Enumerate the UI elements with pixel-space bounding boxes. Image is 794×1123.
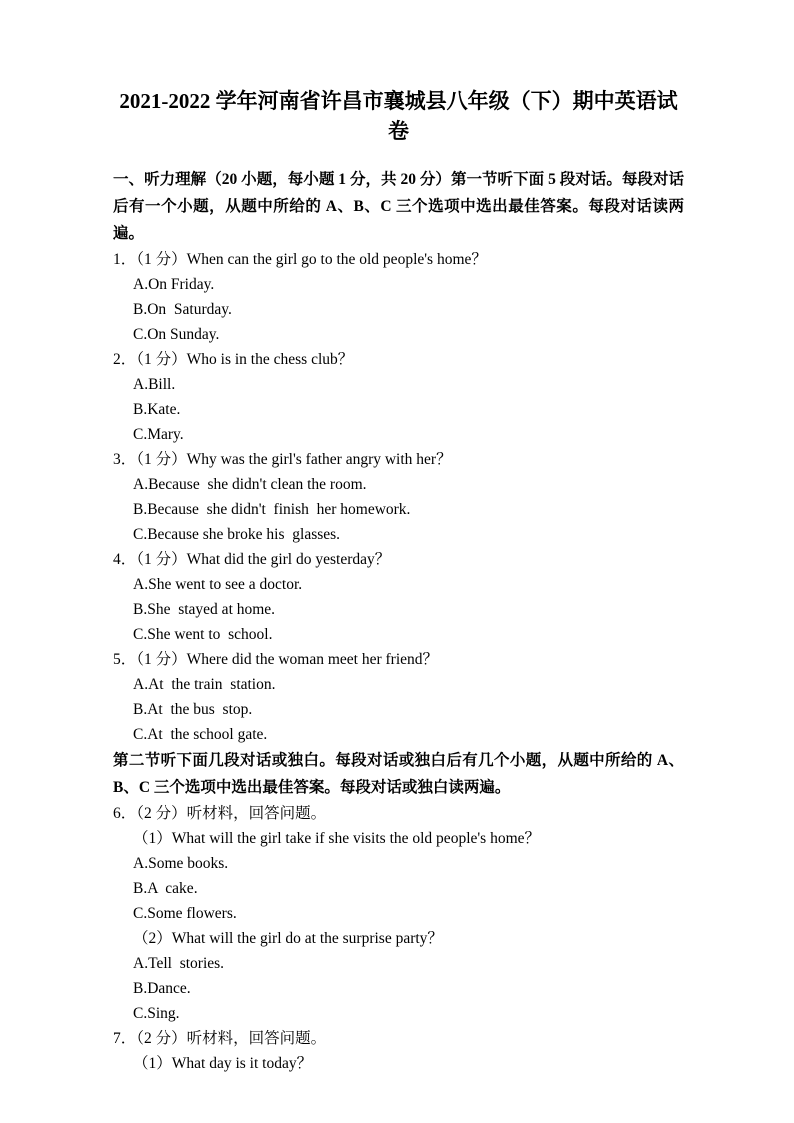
question-score: （1 分） xyxy=(136,651,187,668)
question-number: 4． xyxy=(113,551,137,568)
question-number: 5． xyxy=(113,651,137,668)
question-number: 3． xyxy=(113,451,137,468)
question-text: Who is in the chess club？ xyxy=(186,351,354,368)
question-2-option-c: C.Mary. xyxy=(133,426,184,443)
section1-instructions: 一、听力理解（20 小题，每小题 1 分，共 20 分）第一节听下面 5 段对话。每段对话后有一个小题，从题中所给的 A、B、C 三个选项中选出最佳答案。每段对话读两遍。 xyxy=(113,171,684,242)
question-2-option-b: B.Kate. xyxy=(133,401,181,418)
question-7 xyxy=(113,1026,684,1076)
question-5-option-c: C.At the school gate. xyxy=(133,726,268,743)
question-6-sub-2-stem: （2）What will the girl do at the surprise party？ xyxy=(133,930,443,947)
question-score: （2 分） xyxy=(136,805,187,822)
question-text: Where did the woman meet her friend？ xyxy=(186,651,439,668)
question-number: 6． xyxy=(113,805,137,822)
question-4-option-a: A.She went to see a doctor. xyxy=(133,576,303,593)
question-score: （2 分） xyxy=(136,1030,187,1047)
question-5-stem xyxy=(113,647,684,672)
question-4-option-c: C.She went to school. xyxy=(133,626,273,643)
question-6-sub-1-option-c: C.Some flowers. xyxy=(133,905,237,922)
question-text: Why was the girl's father angry with her？ xyxy=(186,451,452,468)
question-6-sub-1-option-b: B.A cake. xyxy=(133,880,198,897)
question-4 xyxy=(113,547,684,647)
section2-instructions: 第二节听下面几段对话或独白。每段对话或独白后有几个小题，从题中所给的 A、B、C 三个选项中选出最佳答案。每段对话或独白读两遍。 xyxy=(113,752,684,796)
question-score: （1 分） xyxy=(136,451,187,468)
question-1 xyxy=(113,247,684,347)
question-number: 7． xyxy=(113,1030,137,1047)
question-3-option-b: B.Because she didn't finish her homework. xyxy=(133,501,411,518)
question-score: （1 分） xyxy=(136,551,187,568)
question-3-option-c: C.Because she broke his glasses. xyxy=(133,526,341,543)
question-6-stem xyxy=(113,801,684,826)
question-2-stem xyxy=(113,347,684,372)
question-5-option-b: B.At the bus stop. xyxy=(133,701,253,718)
question-score: （1 分） xyxy=(136,351,187,368)
question-5 xyxy=(113,647,684,747)
question-6 xyxy=(113,801,684,1026)
question-1-stem xyxy=(113,247,684,272)
question-7-sub-1-stem: （1）What day is it today？ xyxy=(133,1055,313,1072)
document-title: 2021-2022 学年河南省许昌市襄城县八年级（下）期中英语试卷 xyxy=(119,89,678,143)
question-text: What did the girl do yesterday？ xyxy=(186,551,391,568)
question-1-option-b: B.On Saturday. xyxy=(133,301,232,318)
question-4-stem xyxy=(113,547,684,572)
question-6-sub-2-option-b: B.Dance. xyxy=(133,980,191,997)
question-text: When can the girl go to the old people's home？ xyxy=(186,251,487,268)
question-6-sub-1-stem: （1）What will the girl take if she visits the old people's home？ xyxy=(133,830,541,847)
question-2 xyxy=(113,347,684,447)
question-7-stem xyxy=(113,1026,684,1051)
question-3 xyxy=(113,447,684,547)
question-2-option-a: A.Bill. xyxy=(133,376,176,393)
question-3-stem xyxy=(113,447,684,472)
question-1-option-c: C.On Sunday. xyxy=(133,326,220,343)
question-4-option-b: B.She stayed at home. xyxy=(133,601,276,618)
question-number: 1． xyxy=(113,251,137,268)
question-6-sub-2-option-a: A.Tell stories. xyxy=(133,955,225,972)
question-text: 听材料，回答问题。 xyxy=(186,805,327,822)
question-number: 2． xyxy=(113,351,137,368)
question-6-sub-1-option-a: A.Some books. xyxy=(133,855,229,872)
question-5-option-a: A.At the train station. xyxy=(133,676,276,693)
question-1-option-a: A.On Friday. xyxy=(133,276,215,293)
question-3-option-a: A.Because she didn't clean the room. xyxy=(133,476,367,493)
question-6-sub-2-option-c: C.Sing. xyxy=(133,1005,180,1022)
question-score: （1 分） xyxy=(136,251,187,268)
question-text: 听材料，回答问题。 xyxy=(186,1030,327,1047)
